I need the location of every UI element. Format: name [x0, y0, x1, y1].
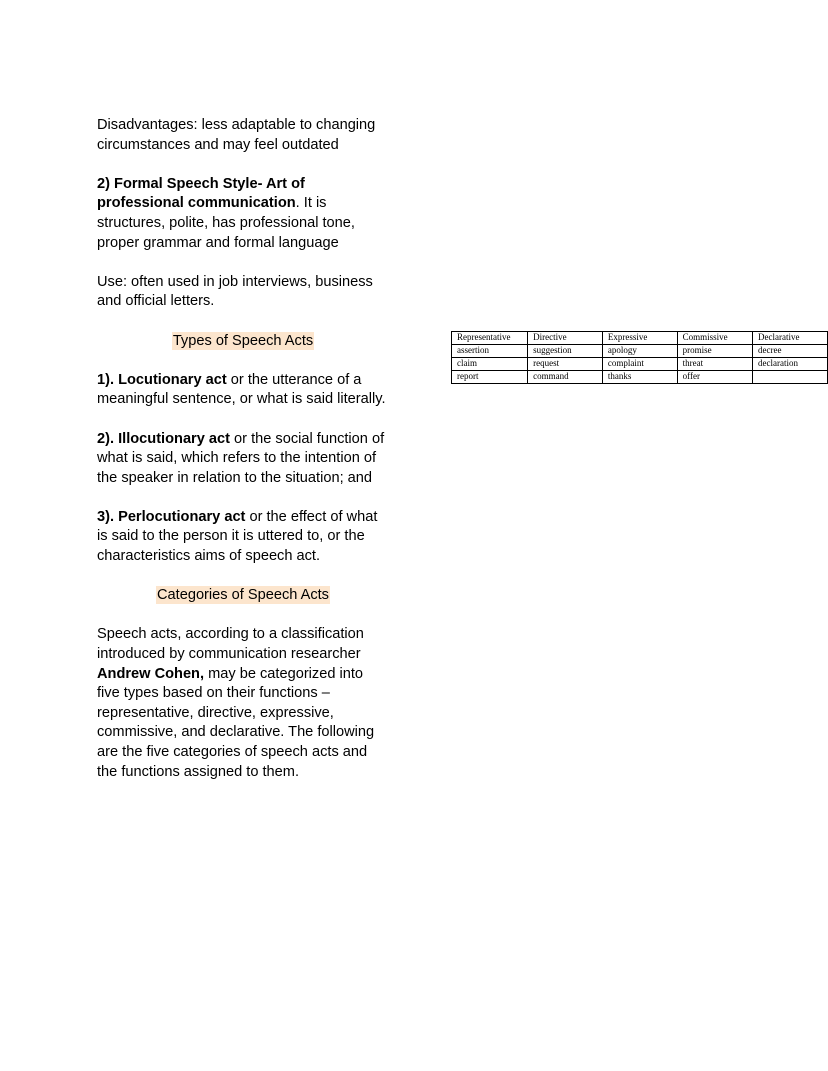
table-row: [452, 358, 828, 371]
document-text-column: [97, 116, 389, 802]
locutionary-description: or the utterance of a meaningful sentence, or what is said literally.: [97, 371, 386, 408]
speech-acts-table: [451, 331, 828, 384]
header-cell-declarative: Declarative: [752, 332, 827, 345]
locutionary-title: 1). Locutionary act: [97, 371, 227, 388]
table-cell: thanks: [602, 371, 677, 384]
formal-speech-style-title: 2) Formal Speech Style- Art of professional communication: [97, 175, 305, 212]
categories-description: may be categorized into five types based on their functions – representative, directive, expressive, commissive, and declarative. The following are the five categories of speech acts and the functions assigned to them.: [97, 665, 375, 780]
table-cell: suggestion: [528, 345, 603, 358]
types-heading-text: Types of Speech Acts: [172, 332, 314, 349]
table-cell: complaint: [602, 358, 677, 371]
header-cell-commissive: Commissive: [677, 332, 752, 345]
illocutionary-title: 2). Illocutionary act: [97, 430, 230, 447]
illocutionary-description: or the social function of what is said, which refers to the intention of the speaker in relation to the situation; and: [97, 430, 385, 486]
table-cell: offer: [677, 371, 752, 384]
formal-speech-style-description: . It is structures, polite, has professional tone, proper grammar and formal language: [97, 195, 355, 251]
table-cell: request: [528, 358, 603, 371]
table-cell: command: [528, 371, 603, 384]
header-cell-directive: Directive: [528, 332, 603, 345]
table-cell: [752, 371, 827, 384]
table-cell: apology: [602, 345, 677, 358]
perlocutionary-title: 3). Perlocutionary act: [97, 508, 246, 525]
categories-heading: [97, 586, 389, 606]
table-header-row: [452, 332, 828, 345]
disadvantages-paragraph: Disadvantages: less adaptable to changing circumstances and may feel outdated: [97, 117, 376, 153]
categories-paragraph: [97, 625, 389, 782]
categories-intro: Speech acts, according to a classification introduced by communication researcher: [97, 626, 364, 663]
table-row: [452, 371, 828, 384]
table-cell: assertion: [452, 345, 528, 358]
use-paragraph: Use: often used in job interviews, business and official letters.: [97, 273, 373, 310]
locutionary-paragraph: [97, 371, 389, 410]
andrew-cohen-name: Andrew Cohen,: [97, 665, 205, 682]
categories-heading-text: Categories of Speech Acts: [157, 587, 329, 604]
table-cell: claim: [452, 358, 528, 371]
perlocutionary-paragraph: [97, 508, 389, 567]
header-cell-representative: Representative: [452, 332, 528, 345]
formal-speech-style-paragraph: [97, 175, 389, 253]
perlocutionary-description: or the effect of what is said to the person it is uttered to, or the characteristics aims of speech act.: [97, 508, 378, 565]
table-cell: decree: [752, 345, 827, 358]
table-cell: threat: [677, 358, 752, 371]
table-cell: promise: [677, 345, 752, 358]
table-cell: report: [452, 371, 528, 384]
table-cell: declaration: [752, 358, 827, 371]
header-cell-expressive: Expressive: [602, 332, 677, 345]
table-row: [452, 345, 828, 358]
types-heading: [97, 332, 389, 352]
illocutionary-paragraph: [97, 430, 389, 489]
